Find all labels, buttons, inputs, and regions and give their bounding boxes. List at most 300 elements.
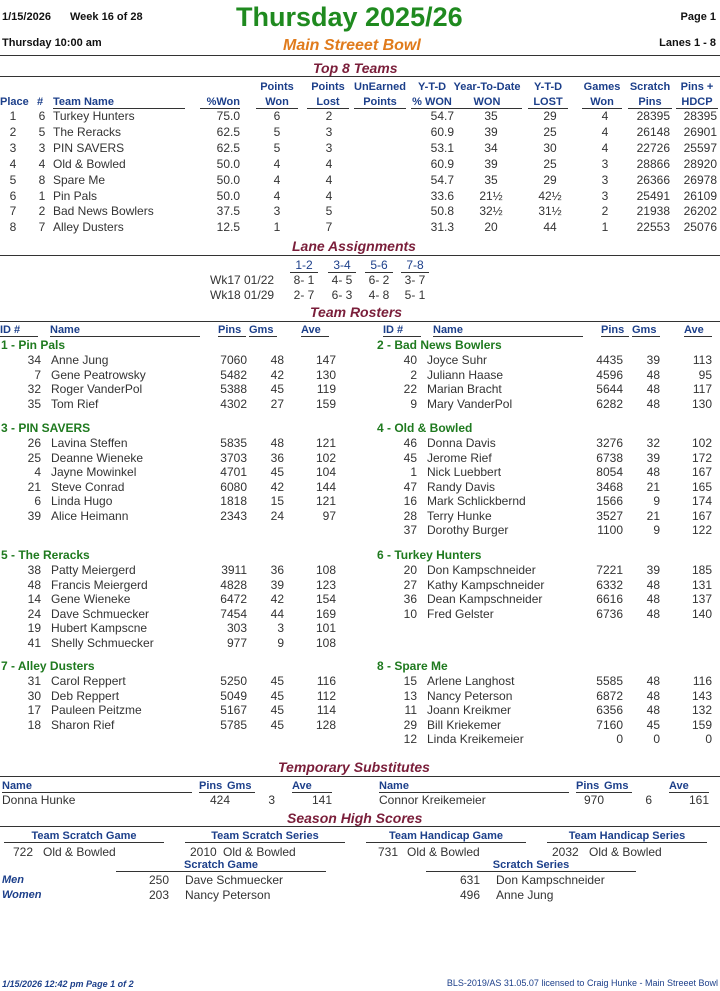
ytd-pct-cell: 50.8 <box>430 204 454 219</box>
page-title: Thursday 2025/26 <box>236 2 463 32</box>
roster-player-id: 13 <box>403 688 417 703</box>
roster-player-games: 9 <box>277 635 284 650</box>
men-label: Men <box>2 874 24 886</box>
roster-player-pins: 5482 <box>220 367 247 382</box>
ytd-lost-cell: 30 <box>543 140 557 155</box>
roster-player-games: 39 <box>270 577 284 592</box>
roster-player-games: 9 <box>653 523 660 537</box>
scratch-pins-cell: 22553 <box>636 220 670 235</box>
roster-player-average: 122 <box>691 523 712 537</box>
hdcp-pins-cell: 28920 <box>683 156 717 171</box>
hdcp-pins-cell: 26109 <box>683 188 717 203</box>
team-name-cell: Spare Me <box>53 172 106 187</box>
roster-player-games: 48 <box>646 674 660 688</box>
roster-player-games: 48 <box>270 436 284 450</box>
roster-player-average: 102 <box>315 450 336 465</box>
roster-player-name: Nancy Peterson <box>427 688 513 703</box>
roster-player-games: 45 <box>270 703 284 717</box>
pct-won-cell: 50.0 <box>216 188 240 203</box>
games-won-cell: 2 <box>601 204 609 219</box>
scratch-pins-cell: 28395 <box>636 109 670 123</box>
roster-col-pins: Pins <box>218 324 246 337</box>
col-ytd-lost-line2: LOST <box>528 96 568 109</box>
roster-player-id: 37 <box>403 523 417 537</box>
roster-player-id: 26 <box>27 436 41 450</box>
roster-player-name: Shelly Schmuecker <box>51 635 154 650</box>
col-team-number: # <box>37 96 44 108</box>
sub-name: Connor Kreikemeier <box>379 793 486 807</box>
team-scratch-game-team: Old & Bowled <box>43 845 116 859</box>
subs-col-games: Gms <box>227 780 255 793</box>
roster-player-pins: 6616 <box>596 592 623 606</box>
lane-week-label: Wk18 01/29 <box>210 287 275 302</box>
footer-license: BLS-2019/AS 31.05.07 licensed to Craig Hunke - Main Streeet Bowl <box>446 978 718 988</box>
lane-matchup: 4- 8 <box>368 287 390 302</box>
roster-col-name: Name <box>433 324 583 337</box>
roster-player-pins: 6282 <box>596 396 623 411</box>
roster-player-average: 121 <box>315 494 336 508</box>
roster-player-average: 128 <box>315 717 336 732</box>
roster-player-id: 40 <box>403 353 417 367</box>
col-hdcp-line1: Pins + <box>680 81 714 93</box>
roster-player-pins: 5167 <box>220 703 247 717</box>
place-cell: 7 <box>9 204 17 219</box>
roster-player-name: Linda Kreikemeier <box>427 732 524 746</box>
pct-won-cell: 62.5 <box>216 124 240 139</box>
roster-player-name: Dorothy Burger <box>427 523 509 537</box>
hdcp-pins-cell: 26978 <box>683 172 717 187</box>
ytd-pct-cell: 60.9 <box>430 124 454 139</box>
lane-matchup: 4- 5 <box>331 273 353 287</box>
roster-col-id: ID # <box>383 324 421 337</box>
roster-player-pins: 4701 <box>220 465 247 479</box>
col-place: Place <box>0 96 29 108</box>
roster-player-id: 12 <box>403 732 417 746</box>
roster-player-games: 45 <box>646 717 660 732</box>
roster-player-games: 36 <box>270 563 284 577</box>
roster-player-pins: 1566 <box>596 494 623 508</box>
place-cell: 1 <box>9 109 17 123</box>
team-scratch-game-score: 722 <box>13 845 34 859</box>
team-name-cell: Alley Dusters <box>53 220 124 235</box>
ytd-lost-cell: 29 <box>543 109 557 123</box>
roster-player-id: 47 <box>403 479 417 494</box>
roster-player-games: 45 <box>270 382 284 396</box>
subs-col-games: Gms <box>604 780 632 793</box>
roster-player-pins: 5644 <box>596 382 623 396</box>
lane-matchup: 3- 7 <box>404 273 426 287</box>
roster-player-id: 25 <box>27 450 41 465</box>
team-name-cell: Turkey Hunters <box>53 109 135 123</box>
roster-team-heading: 8 - Spare Me <box>377 659 448 673</box>
roster-player-name: Sharon Rief <box>51 717 115 732</box>
roster-team-heading: 7 - Alley Dusters <box>1 659 95 673</box>
col-unearned-line1: UnEarned <box>354 81 406 93</box>
roster-player-games: 0 <box>653 732 660 746</box>
pct-won-cell: 50.0 <box>216 156 240 171</box>
roster-player-id: 38 <box>27 563 41 577</box>
scratch-game-label: Scratch Game <box>116 859 326 872</box>
team-scratch-series-label: Team Scratch Series <box>185 830 345 843</box>
roster-player-games: 48 <box>646 465 660 479</box>
roster-player-games: 48 <box>646 577 660 592</box>
roster-player-games: 36 <box>270 450 284 465</box>
lane-pair-header: 3-4 <box>333 258 351 272</box>
hdcp-pins-cell: 25076 <box>683 220 717 235</box>
games-won-cell: 4 <box>601 109 609 123</box>
roster-player-average: 97 <box>322 508 336 523</box>
roster-team-heading: 2 - Bad News Bowlers <box>377 338 502 352</box>
roster-player-average: 101 <box>315 621 336 635</box>
col-unearned-line2: Points <box>354 96 406 109</box>
scratch-pins-cell: 25491 <box>636 188 670 203</box>
roster-player-name: Lavina Steffen <box>51 436 128 450</box>
roster-player-name: Pauleen Peitzme <box>51 703 142 717</box>
roster-player-average: 113 <box>692 353 712 367</box>
games-won-cell: 4 <box>601 124 609 139</box>
sub-name: Donna Hunke <box>2 793 76 807</box>
roster-player-pins: 6080 <box>220 479 247 494</box>
subs-col-pins: Pins <box>576 780 606 793</box>
roster-player-average: 167 <box>691 465 712 479</box>
roster-player-games: 24 <box>270 508 284 523</box>
roster-player-games: 27 <box>270 396 284 411</box>
roster-player-average: 119 <box>316 382 336 396</box>
col-points-won-line2: Won <box>256 96 298 109</box>
roster-player-name: Roger VanderPol <box>51 382 143 396</box>
roster-player-name: Gene Wieneke <box>51 592 131 606</box>
roster-player-id: 39 <box>27 508 41 523</box>
hdcp-pins-cell: 26202 <box>683 204 717 219</box>
col-points-lost-line1: Points <box>311 81 345 93</box>
roster-player-pins: 1818 <box>220 494 247 508</box>
lane-matchup: 5- 1 <box>404 287 426 302</box>
roster-player-games: 45 <box>270 688 284 703</box>
ytd-pct-cell: 31.3 <box>430 220 454 235</box>
ytd-pct-cell: 53.1 <box>430 140 454 155</box>
roster-player-id: 29 <box>403 717 417 732</box>
team-number-cell: 4 <box>38 156 46 171</box>
roster-player-name: Don Kampschneider <box>427 563 536 577</box>
games-won-cell: 4 <box>601 140 609 155</box>
lane-matchup: 8- 1 <box>293 273 315 287</box>
roster-col-games: Gms <box>632 324 660 337</box>
lane-week-label: Wk17 01/22 <box>210 273 275 287</box>
ytd-lost-cell: 29 <box>543 172 557 187</box>
col-ytd-pct-line2: % WON <box>412 96 452 108</box>
roster-player-id: 19 <box>27 621 41 635</box>
roster-player-name: Randy Davis <box>427 479 496 494</box>
place-cell: 4 <box>9 156 17 171</box>
roster-player-id: 15 <box>403 674 417 688</box>
men-game-score: 250 <box>149 873 170 887</box>
roster-player-pins: 5388 <box>220 382 247 396</box>
roster-player-pins: 4302 <box>220 396 247 411</box>
pct-won-cell: 75.0 <box>216 109 240 123</box>
scratch-series-label: Scratch Series <box>426 859 636 872</box>
points-lost-cell: 4 <box>325 156 333 171</box>
men-series-name: Don Kampschneider <box>496 873 605 887</box>
men-series-score: 631 <box>460 873 481 887</box>
team-number-cell: 8 <box>38 172 46 187</box>
report-date: 1/15/2026 <box>2 11 51 23</box>
roster-col-average: Ave <box>301 324 329 337</box>
team-hdcp-series-team: Old & Bowled <box>589 845 662 859</box>
roster-player-average: 117 <box>692 382 712 396</box>
roster-player-id: 46 <box>403 436 417 450</box>
footer-print-info: 1/15/2026 12:42 pm Page 1 of 2 <box>2 979 134 989</box>
points-lost-cell: 5 <box>325 204 333 219</box>
roster-player-name: Marian Bracht <box>427 382 502 396</box>
lane-matchup: 6- 3 <box>331 287 353 302</box>
roster-player-average: 140 <box>691 606 712 621</box>
points-lost-cell: 3 <box>325 140 333 155</box>
roster-player-name: Mary VanderPol <box>427 396 513 411</box>
points-lost-cell: 3 <box>325 124 333 139</box>
roster-player-average: 130 <box>315 367 336 382</box>
sub-pins: 970 <box>583 793 604 807</box>
roster-player-games: 48 <box>646 606 660 621</box>
roster-player-pins: 4828 <box>220 577 247 592</box>
roster-team-heading: 5 - The Reracks <box>1 548 90 562</box>
roster-player-average: 167 <box>691 508 712 523</box>
team-name-cell: PIN SAVERS <box>53 140 125 155</box>
team-name-cell: Bad News Bowlers <box>53 204 154 219</box>
roster-player-name: Deanne Wieneke <box>51 450 144 465</box>
roster-player-average: 131 <box>691 577 712 592</box>
lane-pair-header: 1-2 <box>295 258 313 272</box>
points-lost-cell: 2 <box>325 109 333 123</box>
pct-won-cell: 50.0 <box>216 172 240 187</box>
roster-player-average: 185 <box>691 563 712 577</box>
roster-player-id: 1 <box>410 465 417 479</box>
lane-pair-header: 7-8 <box>406 258 424 272</box>
week-indicator: Week 16 of 28 <box>70 11 143 23</box>
roster-player-id: 34 <box>27 353 41 367</box>
place-cell: 2 <box>9 124 17 139</box>
roster-player-id: 28 <box>403 508 417 523</box>
lanes-section-title: Lane Assignments <box>292 238 416 254</box>
roster-player-name: Deb Reppert <box>51 688 120 703</box>
roster-player-average: 123 <box>315 577 336 592</box>
points-won-cell: 4 <box>273 188 281 203</box>
roster-player-pins: 5049 <box>220 688 247 703</box>
team-number-cell: 3 <box>38 140 46 155</box>
roster-player-id: 21 <box>27 479 41 494</box>
roster-player-name: Dave Schmuecker <box>51 606 150 621</box>
roster-player-name: Patty Meiergerd <box>51 563 136 577</box>
subs-col-average: Ave <box>292 780 332 793</box>
roster-player-name: Donna Davis <box>427 436 496 450</box>
roster-player-games: 21 <box>646 479 660 494</box>
team-number-cell: 1 <box>38 188 46 203</box>
games-won-cell: 3 <box>601 172 609 187</box>
roster-player-id: 27 <box>403 577 417 592</box>
roster-player-games: 45 <box>270 674 284 688</box>
roster-player-games: 42 <box>270 592 284 606</box>
roster-player-id: 4 <box>34 465 41 479</box>
pct-won-cell: 62.5 <box>216 140 240 155</box>
col-pct-won: %Won <box>200 96 240 109</box>
women-game-name: Nancy Peterson <box>185 888 271 902</box>
roster-player-name: Fred Gelster <box>427 606 494 621</box>
roster-player-average: 104 <box>315 465 336 479</box>
roster-player-id: 17 <box>27 703 41 717</box>
col-points-won-line1: Points <box>260 81 294 93</box>
roster-player-name: Mark Schlickbernd <box>427 494 526 508</box>
team-name-cell: The Reracks <box>53 124 122 139</box>
subs-col-average: Ave <box>669 780 709 793</box>
roster-player-average: 132 <box>691 703 712 717</box>
pct-won-cell: 37.5 <box>216 204 240 219</box>
roster-player-pins: 7454 <box>220 606 247 621</box>
roster-player-pins: 6472 <box>220 592 247 606</box>
team-name-cell: Pin Pals <box>53 188 98 203</box>
roster-player-pins: 977 <box>226 635 247 650</box>
roster-player-games: 42 <box>270 367 284 382</box>
roster-player-name: Jerome Rief <box>427 450 492 465</box>
roster-player-games: 39 <box>646 450 660 465</box>
women-label: Women <box>2 889 42 901</box>
team-hdcp-series-score: 2032 <box>552 845 579 859</box>
sub-pins: 424 <box>209 793 230 807</box>
roster-player-name: Carol Reppert <box>51 674 126 688</box>
page-number: Page 1 <box>680 11 716 23</box>
roster-player-name: Linda Hugo <box>51 494 113 508</box>
roster-player-average: 137 <box>691 592 712 606</box>
place-cell: 3 <box>9 140 17 155</box>
roster-player-average: 130 <box>691 396 712 411</box>
roster-player-average: 116 <box>316 674 336 688</box>
roster-player-id: 11 <box>404 703 417 717</box>
ytd-won-cell: 35 <box>484 172 498 187</box>
roster-player-name: Terry Hunke <box>427 508 492 523</box>
place-cell: 5 <box>9 172 17 187</box>
roster-player-id: 9 <box>410 396 417 411</box>
scratch-pins-cell: 22726 <box>636 140 670 155</box>
place-cell: 8 <box>9 220 17 235</box>
hdcp-pins-cell: 25597 <box>683 140 717 155</box>
roster-player-id: 45 <box>403 450 417 465</box>
ytd-won-cell: 39 <box>484 124 498 139</box>
games-won-cell: 3 <box>601 156 609 171</box>
team-hdcp-game-score: 731 <box>378 845 399 859</box>
roster-team-heading: 1 - Pin Pals <box>1 338 66 352</box>
roster-player-games: 48 <box>646 367 660 382</box>
roster-player-id: 36 <box>403 592 417 606</box>
col-scratch-line2: Pins <box>628 96 672 109</box>
roster-player-games: 15 <box>270 494 284 508</box>
roster-player-name: Steve Conrad <box>51 479 125 494</box>
roster-player-id: 35 <box>27 396 41 411</box>
points-won-cell: 5 <box>273 124 281 139</box>
team-hdcp-game-team: Old & Bowled <box>407 845 480 859</box>
roster-player-average: 0 <box>705 732 712 746</box>
scratch-pins-cell: 28866 <box>636 156 670 171</box>
hdcp-pins-cell: 26901 <box>683 124 717 139</box>
col-games-won-line1: Games <box>583 81 621 93</box>
roster-player-name: Francis Meiergerd <box>51 577 148 592</box>
roster-player-average: 108 <box>315 563 336 577</box>
sub-average: 161 <box>688 793 709 807</box>
roster-col-games: Gms <box>249 324 277 337</box>
roster-player-id: 48 <box>27 577 41 592</box>
ytd-won-cell: 35 <box>484 109 498 123</box>
roster-player-games: 9 <box>653 494 660 508</box>
roster-player-id: 31 <box>27 674 41 688</box>
ytd-lost-cell: 42½ <box>538 188 562 203</box>
col-ytd-lost-line1: Y-T-D <box>533 81 563 93</box>
ytd-won-cell: 32½ <box>479 204 503 219</box>
ytd-pct-cell: 60.9 <box>430 156 454 171</box>
points-won-cell: 1 <box>273 220 281 235</box>
roster-player-name: Kathy Kampschneider <box>427 577 545 592</box>
points-won-cell: 3 <box>273 204 281 219</box>
roster-col-pins: Pins <box>601 324 629 337</box>
col-ytd-won-line1: Year-To-Date <box>453 81 521 93</box>
ytd-lost-cell: 25 <box>543 124 557 139</box>
team-number-cell: 2 <box>38 204 46 219</box>
roster-player-games: 48 <box>646 592 660 606</box>
roster-team-heading: 4 - Old & Bowled <box>377 421 473 435</box>
roster-player-pins: 5835 <box>220 436 247 450</box>
top8-section-title: Top 8 Teams <box>313 60 398 76</box>
roster-player-average: 165 <box>691 479 712 494</box>
rosters-section-title: Team Rosters <box>310 304 403 320</box>
roster-player-pins: 6356 <box>596 703 623 717</box>
games-won-cell: 3 <box>601 188 609 203</box>
roster-player-pins: 2343 <box>220 508 247 523</box>
high-scores-section-title: Season High Scores <box>287 810 423 826</box>
roster-player-pins: 3468 <box>596 479 623 494</box>
roster-player-name: Joann Kreikmer <box>427 703 512 717</box>
roster-player-id: 30 <box>27 688 41 703</box>
roster-player-name: Jayne Mowinkel <box>51 465 137 479</box>
roster-team-heading: 6 - Turkey Hunters <box>377 548 482 562</box>
roster-player-average: 102 <box>691 436 712 450</box>
roster-player-id: 14 <box>27 592 41 606</box>
games-won-cell: 1 <box>601 220 609 235</box>
team-scratch-game-label: Team Scratch Game <box>4 830 164 843</box>
roster-player-pins: 4435 <box>596 353 623 367</box>
ytd-lost-cell: 31½ <box>538 204 562 219</box>
roster-player-pins: 6738 <box>596 450 623 465</box>
lane-matchup: 6- 2 <box>368 273 390 287</box>
ytd-pct-cell: 33.6 <box>430 188 454 203</box>
sub-games: 6 <box>645 793 652 807</box>
ytd-won-cell: 34 <box>484 140 498 155</box>
roster-player-games: 48 <box>646 396 660 411</box>
roster-player-average: 169 <box>315 606 336 621</box>
lanes-range: Lanes 1 - 8 <box>659 37 716 49</box>
roster-player-average: 121 <box>315 436 336 450</box>
col-team-name: Team Name <box>53 96 185 109</box>
team-number-cell: 5 <box>38 124 46 139</box>
points-won-cell: 4 <box>273 172 281 187</box>
roster-player-pins: 6736 <box>596 606 623 621</box>
team-hdcp-series-label: Team Handicap Series <box>547 830 707 843</box>
roster-player-average: 159 <box>315 396 336 411</box>
team-scratch-series-team: Old & Bowled <box>223 845 296 859</box>
roster-player-name: Joyce Suhr <box>427 353 488 367</box>
roster-player-name: Gene Peatrowsky <box>51 367 146 382</box>
col-ytd-pct-line1: Y-T-D <box>417 81 447 93</box>
col-scratch-line1: Scratch <box>629 81 671 93</box>
bowling-center-name: Main Streeet Bowl <box>283 37 421 54</box>
roster-player-games: 32 <box>646 436 660 450</box>
ytd-pct-cell: 54.7 <box>430 172 454 187</box>
roster-player-pins: 5585 <box>596 674 623 688</box>
